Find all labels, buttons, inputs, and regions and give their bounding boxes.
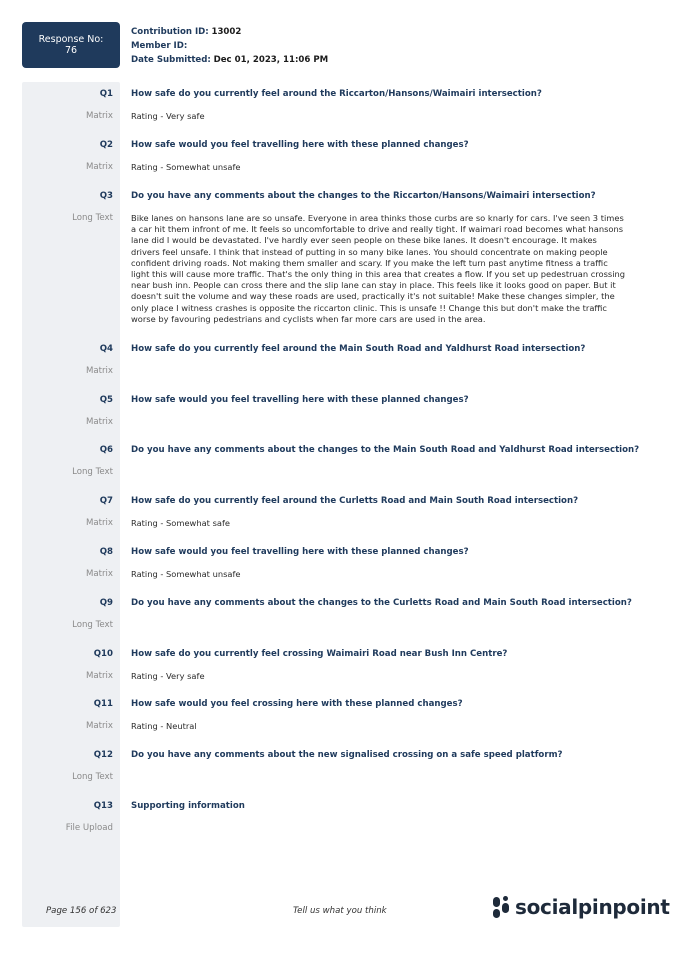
question-number: Q4: [99, 344, 113, 354]
socialpinpoint-logo: [492, 893, 670, 921]
question-number: Q1: [99, 89, 113, 99]
member-line: Member ID:: [131, 41, 188, 51]
question-answer: Rating - Very safe: [131, 111, 205, 121]
question-number: Q5: [99, 395, 113, 405]
page-number: Page 156 of 623: [46, 906, 117, 916]
footer-tagline: Tell us what you think: [293, 906, 387, 916]
question-number: Q3: [99, 191, 113, 201]
question-type: Long Text: [72, 772, 113, 782]
question-number: Q9: [99, 598, 113, 608]
question-type: Matrix: [85, 671, 113, 681]
question-answer: Rating - Somewhat safe: [131, 518, 230, 528]
response-label: Response No:: [38, 34, 104, 45]
question-title: How safe would you feel crossing here with these planned changes?: [131, 699, 463, 709]
question-number: Q2: [99, 140, 113, 150]
response-badge: [22, 22, 120, 68]
question-number: Q12: [93, 750, 113, 760]
question-answer: Rating - Very safe: [131, 671, 205, 681]
question-type: Matrix: [85, 518, 113, 528]
date-line: Date Submitted: Dec 01, 2023, 11:06 PM: [131, 55, 329, 65]
question-title: How safe would you feel travelling here with these planned changes?: [131, 140, 469, 150]
contribution-line: Contribution ID: 13002: [131, 27, 242, 37]
logo-text: socialpinpoint: [515, 895, 670, 919]
pinpoint-logo-icon: [492, 895, 510, 919]
question-answer: Rating - Somewhat unsafe: [131, 162, 241, 172]
question-title: Do you have any comments about the changes to the Main South Road and Yaldhurst Road intersection?: [131, 445, 640, 455]
question-type: Matrix: [85, 162, 113, 172]
question-type: File Upload: [65, 823, 113, 833]
question-type: Matrix: [85, 417, 113, 427]
question-type: Matrix: [85, 111, 113, 121]
question-number: Q13: [93, 801, 113, 811]
question-title: Supporting information: [131, 801, 245, 811]
question-type: Matrix: [85, 366, 113, 376]
question-number: Q8: [99, 547, 113, 557]
question-title: How safe do you currently feel around the Riccarton/Hansons/Waimairi intersection?: [131, 89, 542, 99]
date-submitted: Dec 01, 2023, 11:06 PM: [213, 55, 329, 65]
question-title: How safe do you currently feel around the Main South Road and Yaldhurst Road intersection?: [131, 344, 586, 354]
question-title: Do you have any comments about the changes to the Curletts Road and Main South Road intersection?: [131, 598, 632, 608]
question-title: Do you have any comments about the changes to the Riccarton/Hansons/Waimairi intersection?: [131, 191, 596, 201]
question-number: Q7: [99, 496, 113, 506]
question-type: Long Text: [72, 467, 113, 477]
question-number: Q10: [93, 649, 113, 659]
question-answer: Rating - Neutral: [131, 721, 197, 731]
submission-meta: [131, 25, 328, 67]
question-answer: Rating - Somewhat unsafe: [131, 569, 241, 579]
question-title: Do you have any comments about the new signalised crossing on a safe speed platform?: [131, 750, 563, 760]
contribution-id: 13002: [211, 27, 242, 37]
question-type: Matrix: [85, 721, 113, 731]
question-title: How safe do you currently feel crossing Waimairi Road near Bush Inn Centre?: [131, 649, 508, 659]
question-type: Long Text: [72, 620, 113, 630]
question-type: Matrix: [85, 569, 113, 579]
question-number: Q11: [93, 699, 113, 709]
question-number: Q6: [99, 445, 113, 455]
question-title: How safe would you feel travelling here with these planned changes?: [131, 547, 469, 557]
question-answer: Bike lanes on hansons lane are so unsafe. Everyone in area thinks those curbs are so knarly for cars. I've seen 3 times a car hit them infront of me. It feels so uncomfortable to drive and really tight. If waimari road becomes what hansons lane did I would be devastated. I've hardly ever seen people on these bike lanes. It doesn't encourage. It makes drivers feel unsafe. I think that instead of putting in so many bike lanes. You should concentrate on making people confident driving roads. Not making them smaller and scary. If you make the left turn past anytime fitness a traffic light this will cause more traffic. That's the only thing in this area that creates a flow. If you set up pedestruan crossing near bush inn. People can cross there and the slip lane can stay in place. This feels like it looks good on paper. But it doesn't suit the volume and way these roads are used, practically it's not suitable! Make these changes simpler, the only place I witness crashes is opposite the riccarton clinic. This is unsafe !! Change this but don't make the traffic worse by favouring pedestrians and cyclists when far more cars are used in the area.: [131, 213, 626, 324]
response-number: 76: [64, 45, 78, 56]
question-title: How safe would you feel travelling here with these planned changes?: [131, 395, 469, 405]
question-type: Long Text: [72, 213, 113, 223]
question-title: How safe do you currently feel around the Curletts Road and Main South Road intersection?: [131, 496, 579, 506]
